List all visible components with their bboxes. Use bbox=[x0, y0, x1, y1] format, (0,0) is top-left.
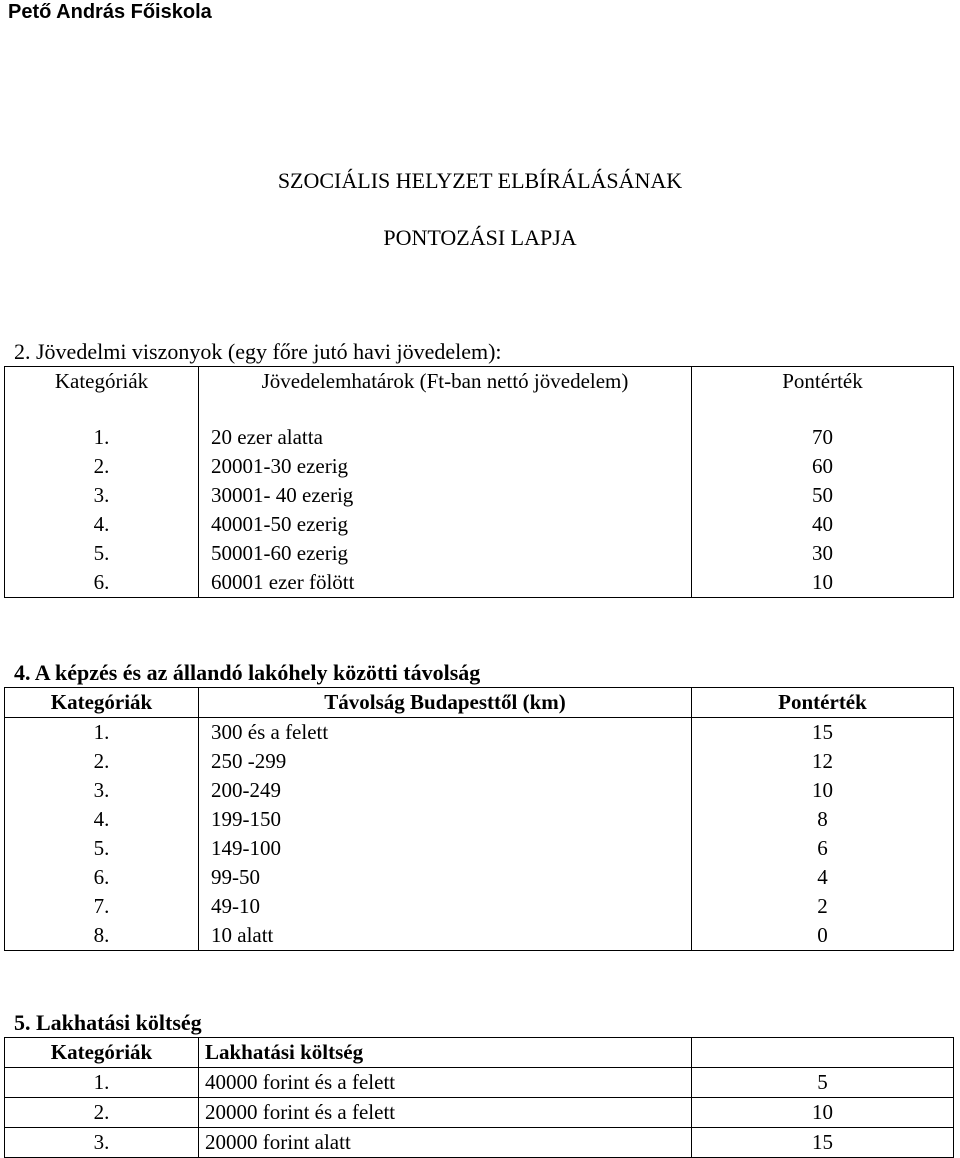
points-cell: 15 bbox=[692, 1128, 954, 1158]
table-row bbox=[5, 892, 954, 921]
housing-cost-cell: 40000 forint és a felett bbox=[199, 1068, 692, 1098]
column-header-category: Kategóriák bbox=[5, 367, 199, 424]
table-row bbox=[5, 921, 954, 951]
column-header-points: Pontérték bbox=[692, 688, 954, 718]
category-cell: 2. bbox=[5, 452, 199, 481]
points-cell: 0 bbox=[692, 921, 954, 951]
distance-cell: 250 -299 bbox=[199, 747, 692, 776]
table-header-row bbox=[5, 688, 954, 718]
points-cell: 10 bbox=[692, 568, 954, 598]
category-cell: 6. bbox=[5, 568, 199, 598]
points-cell: 50 bbox=[692, 481, 954, 510]
income-range-cell: 30001- 40 ezerig bbox=[199, 481, 692, 510]
income-range-cell: 20001-30 ezerig bbox=[199, 452, 692, 481]
distance-table bbox=[4, 687, 954, 951]
housing-cost-cell: 20000 forint és a felett bbox=[199, 1098, 692, 1128]
table-header-row bbox=[5, 1038, 954, 1068]
points-cell: 8 bbox=[692, 805, 954, 834]
table-row bbox=[5, 481, 954, 510]
table-row bbox=[5, 1068, 954, 1098]
housing-section-heading: 5. Lakhatási költség bbox=[14, 1010, 202, 1035]
housing-table bbox=[4, 1037, 954, 1158]
distance-cell: 200-249 bbox=[199, 776, 692, 805]
column-header-category: Kategóriák bbox=[5, 688, 199, 718]
points-cell: 2 bbox=[692, 892, 954, 921]
housing-cost-cell: 20000 forint alatt bbox=[199, 1128, 692, 1158]
table-row bbox=[5, 539, 954, 568]
category-cell: 7. bbox=[5, 892, 199, 921]
points-cell: 6 bbox=[692, 834, 954, 863]
category-cell: 4. bbox=[5, 805, 199, 834]
distance-cell: 10 alatt bbox=[199, 921, 692, 951]
table-row bbox=[5, 1098, 954, 1128]
points-cell: 5 bbox=[692, 1068, 954, 1098]
points-cell: 60 bbox=[692, 452, 954, 481]
category-cell: 1. bbox=[5, 1068, 199, 1098]
page-title-line2: PONTOZÁSI LAPJA bbox=[383, 225, 577, 250]
income-range-cell: 20 ezer alatta bbox=[199, 423, 692, 452]
column-header-empty bbox=[692, 1038, 954, 1068]
category-cell: 4. bbox=[5, 510, 199, 539]
table-row bbox=[5, 747, 954, 776]
points-cell: 15 bbox=[692, 718, 954, 748]
institution-name: Pető András Főiskola bbox=[8, 1, 212, 23]
table-row bbox=[5, 776, 954, 805]
table-row bbox=[5, 834, 954, 863]
points-cell: 70 bbox=[692, 423, 954, 452]
category-cell: 6. bbox=[5, 863, 199, 892]
category-cell: 8. bbox=[5, 921, 199, 951]
category-cell: 3. bbox=[5, 776, 199, 805]
table-row bbox=[5, 568, 954, 598]
distance-cell: 199-150 bbox=[199, 805, 692, 834]
category-cell: 3. bbox=[5, 1128, 199, 1158]
category-cell: 2. bbox=[5, 747, 199, 776]
category-cell: 5. bbox=[5, 539, 199, 568]
table-row bbox=[5, 863, 954, 892]
column-header-housing-cost: Lakhatási költség bbox=[199, 1038, 692, 1068]
column-header-points: Pontérték bbox=[692, 367, 954, 424]
points-cell: 10 bbox=[692, 776, 954, 805]
distance-cell: 300 és a felett bbox=[199, 718, 692, 748]
table-row bbox=[5, 1128, 954, 1158]
category-cell: 2. bbox=[5, 1098, 199, 1128]
income-range-cell: 60001 ezer fölött bbox=[199, 568, 692, 598]
income-table bbox=[4, 366, 954, 598]
category-cell: 1. bbox=[5, 423, 199, 452]
points-cell: 10 bbox=[692, 1098, 954, 1128]
table-row bbox=[5, 510, 954, 539]
points-cell: 12 bbox=[692, 747, 954, 776]
income-section-heading: 2. Jövedelmi viszonyok (egy főre jutó havi jövedelem): bbox=[14, 339, 502, 364]
distance-cell: 49-10 bbox=[199, 892, 692, 921]
table-row bbox=[5, 452, 954, 481]
table-header-row bbox=[5, 367, 954, 424]
category-cell: 3. bbox=[5, 481, 199, 510]
income-range-cell: 50001-60 ezerig bbox=[199, 539, 692, 568]
points-cell: 4 bbox=[692, 863, 954, 892]
distance-cell: 149-100 bbox=[199, 834, 692, 863]
column-header-distance: Távolság Budapesttől (km) bbox=[199, 688, 692, 718]
category-cell: 5. bbox=[5, 834, 199, 863]
points-cell: 40 bbox=[692, 510, 954, 539]
column-header-category: Kategóriák bbox=[5, 1038, 199, 1068]
distance-section-heading: 4. A képzés és az állandó lakóhely közötti távolság bbox=[14, 660, 481, 685]
column-header-income-range: Jövedelemhatárok (Ft-ban nettó jövedelem) bbox=[199, 367, 692, 424]
income-range-cell: 40001-50 ezerig bbox=[199, 510, 692, 539]
points-cell: 30 bbox=[692, 539, 954, 568]
category-cell: 1. bbox=[5, 718, 199, 748]
page-title-line1: SZOCIÁLIS HELYZET ELBÍRÁLÁSÁNAK bbox=[277, 168, 683, 193]
table-row bbox=[5, 718, 954, 748]
table-row bbox=[5, 805, 954, 834]
distance-cell: 99-50 bbox=[199, 863, 692, 892]
table-row bbox=[5, 423, 954, 452]
